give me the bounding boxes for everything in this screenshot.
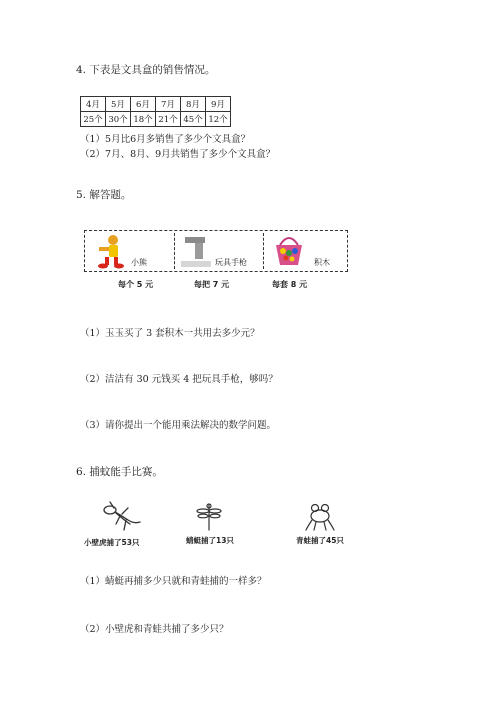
q5-sub3: （3）请你提出一个能用乘法解决的数学问题。 <box>80 420 277 431</box>
q6-sub2: （2）小壁虎和青蛙共捕了多少只？ <box>80 624 229 635</box>
table-cell: 6月 <box>131 97 156 112</box>
table-cell: 18个 <box>131 112 156 127</box>
gecko-icon <box>100 500 142 534</box>
table-cell: 45个 <box>181 112 206 127</box>
table-cell: 30个 <box>106 112 131 127</box>
table-row-sales <box>81 112 231 127</box>
table-cell: 5月 <box>106 97 131 112</box>
animal-caption: 小壁虎捕了53只 <box>84 538 140 547</box>
item-label: 玩具手枪 <box>215 258 247 267</box>
toy-pistol-icon <box>179 235 213 269</box>
table-row-months <box>81 97 231 112</box>
table-cell: 4月 <box>81 97 106 112</box>
item-label: 小熊 <box>131 258 147 267</box>
q5-sub1: （1）玉玉买了 3 套积木一共用去多少元？ <box>80 328 260 339</box>
frog-icon <box>304 502 336 532</box>
animal-caption: 蜻蜓捕了13只 <box>186 536 234 545</box>
dragonfly-icon <box>196 502 222 532</box>
price-label: 每把 7 元 <box>194 280 230 289</box>
table-cell: 9月 <box>206 97 231 112</box>
table-cell: 25个 <box>81 112 106 127</box>
price-label: 每个 5 元 <box>118 280 154 289</box>
animal-caption: 青蛙捕了45只 <box>296 536 344 545</box>
q5-title: 5. 解答题。 <box>76 189 132 201</box>
q4-sub2: （2）7月、8月、9月共销售了多少个文具盒？ <box>80 149 276 160</box>
price-label: 每套 8 元 <box>272 280 308 289</box>
item-bear <box>85 231 174 271</box>
items-box <box>84 230 348 272</box>
table-cell: 8月 <box>181 97 206 112</box>
bear-toy-icon <box>95 233 125 269</box>
q6-title: 6. 捕蚊能手比赛。 <box>76 466 163 478</box>
sales-table <box>80 96 231 127</box>
q4-title: 4. 下表是文具盒的销售情况。 <box>76 64 216 76</box>
item-blocks <box>264 231 347 271</box>
item-pistol <box>175 231 263 271</box>
building-blocks-icon <box>272 233 306 269</box>
q6-sub1: （1）蜻蜓再捕多少只就和青蛙捕的一样多？ <box>80 576 267 587</box>
table-cell: 12个 <box>206 112 231 127</box>
item-label: 积木 <box>314 258 330 267</box>
q4-sub1: （1）5月比6月多销售了多少个文具盒？ <box>80 134 251 145</box>
q5-sub2: （2）洁洁有 30 元钱买 4 把玩具手枪，够吗？ <box>80 374 278 385</box>
table-cell: 21个 <box>156 112 181 127</box>
table-cell: 7月 <box>156 97 181 112</box>
